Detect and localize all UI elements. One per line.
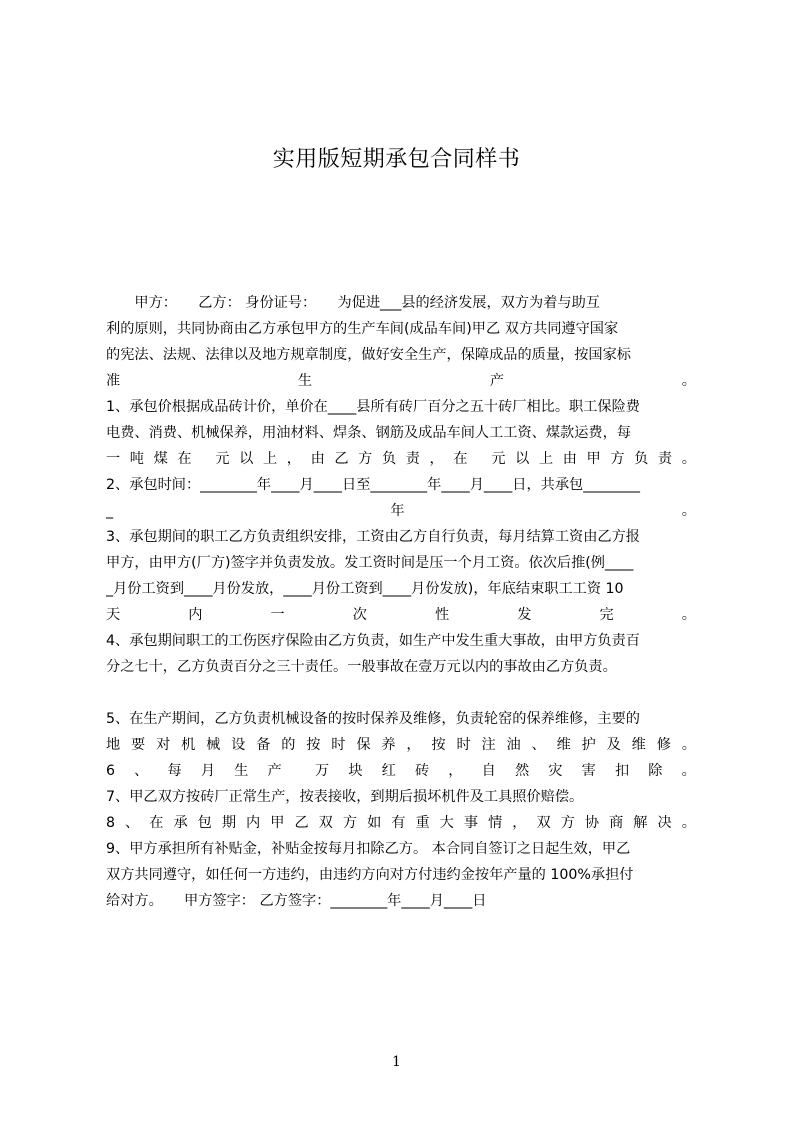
justified-glyph: 由 [562, 451, 577, 467]
justified-glyph: 生 [234, 763, 249, 779]
justified-glyph: 除 [648, 763, 663, 779]
justified-glyph: 责 [405, 451, 420, 467]
body-line: 甲方： 乙方： 身份证号： 为促进___县的经济发展，双方为着与助互 [106, 295, 600, 311]
body-line-justified [106, 498, 696, 524]
justified-glyph: 协 [584, 815, 600, 831]
justified-glyph: 按 [306, 737, 321, 753]
justified-glyph: 、 [125, 815, 140, 831]
justified-glyph: 在 [453, 451, 468, 467]
justified-glyph: 元 [477, 451, 506, 467]
justified-glyph: 护 [581, 737, 596, 753]
justified-glyph: 月 [200, 763, 216, 779]
justified-glyph: 养 [381, 737, 396, 753]
justified-glyph: 负 [381, 451, 397, 467]
justified-glyph: 对 [156, 737, 171, 753]
justified-glyph: 准 [106, 373, 121, 389]
justified-glyph: 按 [431, 737, 446, 753]
body-line-justified [106, 368, 696, 394]
justified-glyph: 包 [197, 815, 212, 831]
justified-glyph: 双 [318, 815, 333, 831]
justified-glyph: 次 [352, 607, 367, 623]
justified-glyph: 完 [599, 607, 614, 623]
justified-glyph: 大 [439, 815, 454, 831]
justified-glyph: 保 [356, 737, 371, 753]
justified-glyph: 块 [348, 763, 363, 779]
justified-glyph: 砖 [414, 763, 430, 779]
justified-glyph: 、 [531, 737, 546, 753]
justified-glyph: 天 [106, 607, 121, 623]
justified-glyph: 甲 [270, 815, 285, 831]
justified-glyph: ， [429, 451, 444, 467]
justified-glyph: 。 [681, 451, 696, 467]
justified-glyph: 及 [606, 737, 621, 753]
justified-glyph: 方 [560, 815, 575, 831]
justified-glyph: 有 [391, 815, 406, 831]
justified-glyph: 双 [536, 815, 551, 831]
justified-glyph: 然 [514, 763, 530, 779]
justified-glyph: 一 [106, 451, 121, 467]
justified-glyph: 、 [134, 763, 149, 779]
justified-glyph: 甲 [586, 451, 601, 467]
justified-glyph: 万 [300, 763, 330, 779]
justified-glyph: 。 [681, 607, 696, 623]
justified-glyph: 注 [481, 737, 496, 753]
justified-glyph: 年 [390, 503, 405, 519]
justified-glyph: 一 [270, 607, 285, 623]
justified-glyph: 油 [506, 737, 521, 753]
body-line: 分之七十，乙方负责百分之三十责任。一般事故在壹万元以内的事故由乙方负责。 [106, 659, 617, 675]
body-line: 电费、消费、机械保养，用油材料、焊条、钢筋及成品车间人工工资、煤款运费，每 [106, 425, 631, 441]
justified-glyph: 重 [415, 815, 430, 831]
justified-glyph: 扣 [614, 763, 630, 779]
justified-glyph: 以 [239, 451, 254, 467]
justified-glyph: 发 [517, 607, 532, 623]
justified-glyph: 乙 [334, 451, 349, 467]
justified-glyph: 修 [656, 737, 671, 753]
justified-glyph: ， [406, 737, 421, 753]
justified-glyph: 吨 [129, 451, 144, 467]
justified-glyph: 商 [609, 815, 624, 831]
justified-glyph: 责 [657, 451, 673, 467]
justified-glyph: 承 [173, 815, 188, 831]
body-line: 5、在生产期间，乙方负责机械设备的按时保养及维修，负责轮窑的保养维修，主要的 [106, 711, 640, 727]
body-line: 7、甲乙双方按砖厂正常生产，按表接收，到期后损坏机件及工具照价赔偿。 [106, 789, 584, 805]
body-line: 9、甲方承担所有补贴金，补贴金按每月扣除乙方。 本合同自签订之日起生效，甲乙 [106, 841, 631, 857]
justified-glyph: 8 [106, 815, 116, 831]
justified-glyph: 上 [262, 451, 278, 467]
justified-glyph: 乙 [294, 815, 309, 831]
justified-glyph: 内 [188, 607, 203, 623]
justified-glyph: 械 [206, 737, 221, 753]
justified-glyph: 期 [221, 815, 237, 831]
justified-glyph: 事 [463, 815, 479, 831]
justified-glyph: 方 [610, 451, 625, 467]
justified-glyph: 性 [435, 607, 450, 623]
justified-glyph: 上 [538, 451, 554, 467]
page-number: 1 [392, 1054, 401, 1070]
justified-glyph: 设 [231, 737, 246, 753]
justified-glyph: 由 [310, 451, 325, 467]
justified-glyph: ， [512, 815, 527, 831]
justified-glyph: 灾 [548, 763, 563, 779]
justified-glyph: 自 [481, 763, 496, 779]
justified-glyph: 产 [267, 763, 282, 779]
justified-glyph: 每 [167, 763, 182, 779]
justified-glyph: 。 [681, 503, 696, 519]
contract-body [106, 290, 696, 914]
justified-glyph: 维 [631, 737, 646, 753]
signature-line: 给对方。 甲方签字： 乙方签字：________年____月____日 [106, 893, 487, 909]
body-line-justified [106, 446, 696, 472]
document-title: 实用版短期承包合同样书 [272, 147, 521, 172]
justified-glyph: 的 [281, 737, 296, 753]
body-line: 利的原则，共同协商由乙方承包甲方的生产车间(成品车间)甲乙 双方共同遵守国家 [106, 321, 619, 337]
justified-glyph: 方 [342, 815, 358, 831]
body-line-justified [106, 810, 696, 836]
justified-glyph: 方 [358, 451, 373, 467]
body-line-justified [106, 758, 696, 784]
justified-glyph: 红 [381, 763, 396, 779]
body-line-justified [106, 732, 696, 758]
justified-glyph: 时 [456, 737, 471, 753]
justified-glyph: 煤 [153, 451, 168, 467]
justified-glyph: 。 [681, 737, 696, 753]
justified-glyph: 内 [246, 815, 261, 831]
justified-glyph: 。 [681, 815, 696, 831]
justified-glyph: 生 [297, 373, 313, 389]
justified-glyph: 。 [681, 763, 696, 779]
justified-glyph: 情 [488, 815, 503, 831]
justified-glyph: ， [286, 451, 301, 467]
justified-glyph: 负 [634, 451, 649, 467]
body-line: 3、承包期间的职工乙方负责组织安排，工资由乙方自行负责，每月结算工资由乙方报 [106, 529, 640, 545]
justified-glyph: ， [448, 763, 463, 779]
justified-glyph: 以 [515, 451, 530, 467]
justified-glyph: 害 [581, 763, 596, 779]
justified-glyph: 地 [106, 737, 121, 753]
body-line: _月份工资到____月份发放，____月份工资到____月份发放)，年底结束职工工资 10 [106, 581, 624, 597]
justified-glyph: 在 [177, 451, 192, 467]
justified-glyph: 6 [106, 763, 116, 779]
justified-glyph: 元 [201, 451, 230, 467]
justified-glyph: 机 [181, 737, 196, 753]
blank-line [106, 680, 696, 706]
body-line-justified [106, 602, 696, 628]
body-line: 4、承包期间职工的工伤医疗保险由乙方负责，如生产中发生重大事故，由甲方负责百 [106, 633, 640, 649]
body-line: 甲方，由甲方(厂方)签字并负责发放。发工资时间是压一个月工资。依次后推(例____ [106, 555, 634, 571]
justified-glyph: 。 [681, 373, 696, 389]
justified-glyph: 维 [556, 737, 571, 753]
body-line: 的宪法、法规、法律以及地方规章制度，做好安全生产，保障成品的质量，按国家标 [106, 347, 631, 363]
justified-glyph: 在 [149, 815, 164, 831]
justified-glyph: 决 [657, 815, 672, 831]
body-line: 双方共同遵守，如任何一方违约，由违约方向对方付违约金按年产量的 100%承担付 [106, 867, 634, 883]
body-line: 1、承包价根据成品砖计价，单价在____县所有砖厂百分之五十砖厂相比。职工保险费 [106, 399, 640, 415]
justified-glyph: 产 [489, 373, 505, 389]
body-line: 2、承包时间：________年____月____日至________年____月____日，共承包________ [106, 477, 640, 493]
justified-glyph: 时 [331, 737, 346, 753]
justified-glyph: 备 [256, 737, 271, 753]
justified-glyph: 解 [633, 815, 648, 831]
justified-glyph: _ [106, 503, 114, 519]
justified-glyph: 要 [131, 737, 146, 753]
justified-glyph: 如 [367, 815, 382, 831]
